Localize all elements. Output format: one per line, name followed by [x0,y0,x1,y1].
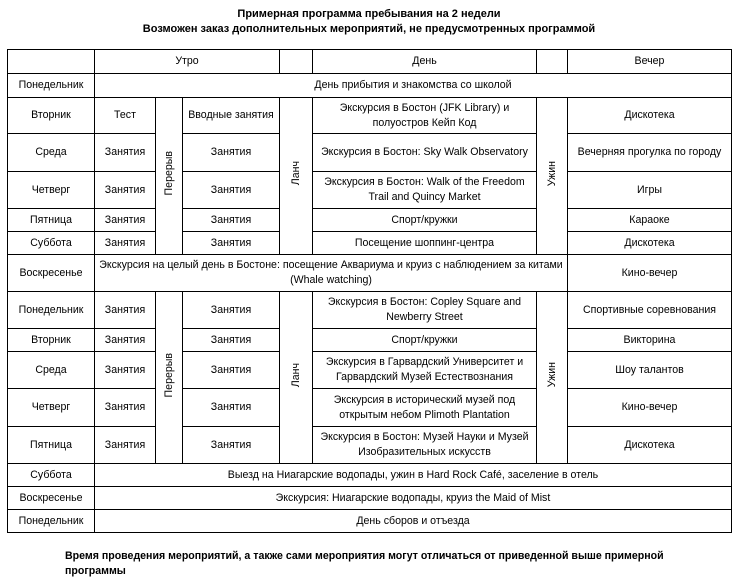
weekday-cell: Суббота [8,464,95,487]
full-day-cell: Выезд на Ниагарские водопады, ужин в Hard Rock Café, заселение в отель [95,464,732,487]
morning-cell: Тест [95,98,156,134]
weekday-cell: Суббота [8,232,95,255]
lunch-cell [280,98,313,255]
table-row [8,389,732,427]
weekday-cell: Вторник [8,329,95,352]
morning-cell: Занятия [95,134,156,172]
lunch-label: Ланч [290,362,302,388]
dinner-cell [537,98,568,255]
weekday-cell: Пятница [8,209,95,232]
page-title [0,7,738,37]
evening-cell: Дискотека [568,427,732,464]
pause-label: Перерыв [163,352,175,398]
weekday-cell: Вторник [8,98,95,134]
table-row [8,172,732,209]
evening-cell: Кино-вечер [568,389,732,427]
day-cell: Экскурсия в Бостон: Copley Square and Newberry Street [313,292,537,329]
day-cell: Экскурсия в Бостон: Музей Науки и Музей Изобразительных искусств [313,427,537,464]
schedule-table [7,49,732,533]
evening-cell: Дискотека [568,232,732,255]
evening-cell: Кино-вечер [568,255,732,292]
header-day: День [313,50,537,74]
full-day-cell: День прибытия и знакомства со школой [95,74,732,98]
weekday-cell: Воскресенье [8,255,95,292]
day-cell: Спорт/кружки [313,329,537,352]
evening-cell: Шоу талантов [568,352,732,389]
table-row [8,209,732,232]
morning-cell: Занятия [95,329,156,352]
header-morning: Утро [95,50,280,74]
weekday-cell: Четверг [8,389,95,427]
table-header-row [8,50,732,74]
evening-cell: Вечерняя прогулка по городу [568,134,732,172]
morning-cell: Занятия [95,172,156,209]
title-line-1: Примерная программа пребывания на 2 недели [237,8,501,20]
morning-cell: Вводные занятия [183,98,280,134]
day-cell: Экскурсия в исторический музей под открытым небом Plimoth Plantation [313,389,537,427]
table-row [8,292,732,329]
morning-cell: Занятия [183,292,280,329]
weekday-cell: Четверг [8,172,95,209]
morning-cell: Занятия [183,232,280,255]
table-row [8,352,732,389]
morning-cell: Занятия [183,209,280,232]
table-row [8,255,732,292]
table-row [8,464,732,487]
evening-cell: Викторина [568,329,732,352]
weekday-cell: Среда [8,352,95,389]
morning-cell: Занятия [95,352,156,389]
weekday-cell: Понедельник [8,292,95,329]
table-row [8,427,732,464]
lunch-label: Ланч [290,161,302,186]
table-row [8,329,732,352]
day-cell: Экскурсия в Гарвардский Университет и Гарвардский Музей Естествознания [313,352,537,389]
header-blank [8,50,95,74]
weekday-cell: Среда [8,134,95,172]
header-evening: Вечер [568,50,732,74]
day-cell: Экскурсия в Бостон (JFK Library) и полуостров Кейп Код [313,98,537,134]
day-cell: Экскурсия в Бостон: Sky Walk Observatory [313,134,537,172]
weekday-cell: Воскресенье [8,487,95,510]
table-row [8,98,732,134]
morning-cell: Занятия [95,389,156,427]
morning-cell: Занятия [183,427,280,464]
morning-cell: Занятия [183,352,280,389]
morning-cell: Занятия [183,389,280,427]
lunch-cell [280,292,313,464]
day-cell: Спорт/кружки [313,209,537,232]
morning-cell: Занятия [95,292,156,329]
day-cell: Экскурсия в Бостон: Walk of the Freedom Trail and Quincy Market [313,172,537,209]
full-day-cell: День сборов и отъезда [95,510,732,533]
pause-cell [156,292,183,464]
title-line-2: Возможен заказ дополнительных мероприятий, не предусмотренных программой [142,23,596,35]
pause-cell [156,98,183,255]
morning-cell: Занятия [183,172,280,209]
morning-cell: Занятия [183,329,280,352]
evening-cell: Игры [568,172,732,209]
dinner-cell [537,292,568,464]
table-row [8,232,732,255]
full-day-cell: Экскурсия на целый день в Бостоне: посещение Аквариума и круиз с наблюдением за китами (Whale watching) [95,255,568,292]
weekday-cell: Понедельник [8,74,95,98]
pause-label: Перерыв [163,151,175,196]
header-gap [280,50,313,74]
day-cell: Посещение шоппинг-центра [313,232,537,255]
dinner-label: Ужин [546,160,558,187]
table-row [8,134,732,172]
morning-cell: Занятия [183,134,280,172]
evening-cell: Караоке [568,209,732,232]
evening-cell: Дискотека [568,98,732,134]
full-day-cell: Экскурсия: Ниагарские водопады, круиз the Maid of Mist [95,487,732,510]
table-row [8,510,732,533]
evening-cell: Спортивные соревнования [568,292,732,329]
table-row [8,74,732,98]
morning-cell: Занятия [95,232,156,255]
weekday-cell: Понедельник [8,510,95,533]
dinner-label: Ужин [546,362,558,388]
morning-cell: Занятия [95,427,156,464]
header-gap [537,50,568,74]
morning-cell: Занятия [95,209,156,232]
weekday-cell: Пятница [8,427,95,464]
footer-note: Время проведения мероприятий, а также сами мероприятия могут отличаться от приведенной выше примерной программы [65,550,664,577]
table-row [8,487,732,510]
